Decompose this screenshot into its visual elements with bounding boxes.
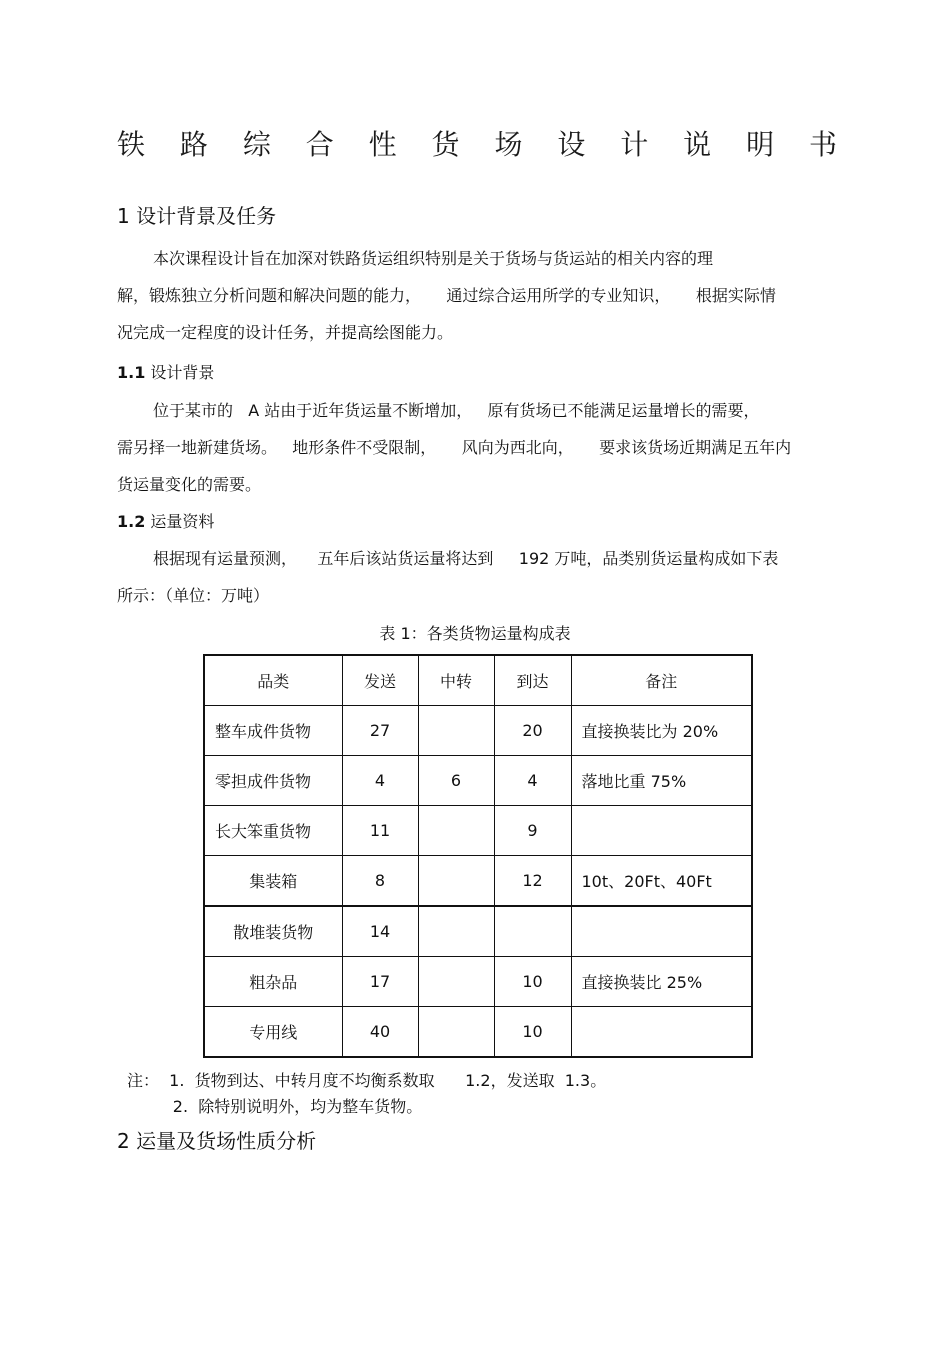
table-cell: 直接换装比为 20% (571, 706, 752, 756)
table-cell: 集装箱 (204, 856, 342, 907)
table-cell: 9 (494, 806, 571, 856)
note-line: 注： 1. 货物到达、中转月度不均衡系数取 1.2，发送取 1.3。 (127, 1071, 607, 1090)
table-cell: 长大笨重货物 (204, 806, 342, 856)
subsection-number: 1.2 (117, 512, 146, 531)
table-cell (494, 906, 571, 957)
subsection-title: 运量资料 (145, 512, 215, 531)
title-char: 明 (746, 128, 775, 161)
title-char: 合 (305, 128, 334, 161)
paragraph-line: 货运量变化的需要。 (117, 475, 262, 494)
table-cell: 14 (342, 906, 418, 957)
table-cell: 27 (342, 706, 418, 756)
subsection-1-2-body (117, 540, 837, 614)
table-cell: 落地比重 75% (571, 756, 752, 806)
title-char: 书 (808, 128, 837, 161)
title-char: 设 (557, 128, 586, 161)
table-cell: 10t、20Ft、40Ft (571, 856, 752, 907)
table-cell: 11 (342, 806, 418, 856)
title-char: 计 (620, 128, 649, 161)
table-cell: 10 (494, 1007, 571, 1058)
table-header-cell: 中转 (418, 655, 494, 706)
paragraph-line: 位于某市的 A 站由于近年货运量不断增加， 原有货场已不能满足运量增长的需要， (153, 401, 760, 420)
table-cell (571, 806, 752, 856)
table-cell (571, 1007, 752, 1058)
section-1-heading: 1 设计背景及任务 (117, 204, 277, 228)
subsection-number: 1.1 (117, 363, 146, 382)
table-cell: 粗杂品 (204, 957, 342, 1007)
table-header-cell: 备注 (571, 655, 752, 706)
table-cell (418, 856, 494, 907)
table-cell (571, 906, 752, 957)
table-header-cell: 品类 (204, 655, 342, 706)
paragraph-line: 况完成一定程度的设计任务，并提高绘图能力。 (117, 323, 454, 342)
section-1-intro (117, 240, 837, 351)
table-cell: 20 (494, 706, 571, 756)
table-header-row (204, 655, 752, 706)
paragraph-line: 所示：（单位：万吨） (117, 586, 270, 605)
table-header-cell: 到达 (494, 655, 571, 706)
table-cell (418, 957, 494, 1007)
title-char: 说 (683, 128, 712, 161)
title-char: 性 (368, 128, 397, 161)
table-cell: 4 (494, 756, 571, 806)
note-line: 2. 除特别说明外，均为整车货物。 (127, 1097, 423, 1116)
table-cell: 4 (342, 756, 418, 806)
title-char: 路 (179, 128, 208, 161)
title-char: 综 (242, 128, 271, 161)
paragraph-line: 需另择一地新建货场。 地形条件不受限制， 风向为西北向， 要求该货场近期满足五年内 (117, 438, 792, 457)
table-cell: 直接换装比 25% (571, 957, 752, 1007)
table-cell: 零担成件货物 (204, 756, 342, 806)
table-cell: 17 (342, 957, 418, 1007)
table-row (204, 957, 752, 1007)
table-header-cell: 发送 (342, 655, 418, 706)
table-row (204, 806, 752, 856)
title-char: 货 (431, 128, 460, 161)
table-cell: 12 (494, 856, 571, 907)
subsection-title: 设计背景 (145, 363, 215, 382)
table-row (204, 906, 752, 957)
table-cell: 整车成件货物 (204, 706, 342, 756)
table-cell: 40 (342, 1007, 418, 1058)
table-caption: 表 1：各类货物运量构成表 (379, 624, 571, 643)
subsection-1-1-body (117, 392, 837, 503)
table-cell (418, 906, 494, 957)
table-cell (418, 806, 494, 856)
paragraph-line: 本次课程设计旨在加深对铁路货运组织特别是关于货场与货运站的相关内容的理 (153, 249, 714, 268)
title-char: 铁 (117, 128, 146, 161)
table-cell: 10 (494, 957, 571, 1007)
paragraph-line: 根据现有运量预测， 五年后该站货运量将达到 192 万吨，品类别货运量构成如下表 (153, 549, 779, 568)
page-title (117, 128, 837, 162)
title-char: 场 (494, 128, 523, 161)
table-row (204, 856, 752, 907)
table-notes (127, 1068, 606, 1120)
freight-volume-table (203, 654, 753, 1058)
table-cell: 6 (418, 756, 494, 806)
table-cell (418, 706, 494, 756)
table-row (204, 1007, 752, 1058)
table-row (204, 756, 752, 806)
paragraph-line: 解，锻炼独立分析问题和解决问题的能力， 通过综合运用所学的专业知识， 根据实际情 (117, 286, 776, 305)
section-2-heading: 2 运量及货场性质分析 (117, 1129, 317, 1153)
subsection-1-2-heading (117, 511, 214, 533)
table-cell: 8 (342, 856, 418, 907)
subsection-1-1-heading (117, 362, 214, 384)
table-cell (418, 1007, 494, 1058)
table-cell: 散堆装货物 (204, 906, 342, 957)
table-cell: 专用线 (204, 1007, 342, 1058)
table-row (204, 706, 752, 756)
